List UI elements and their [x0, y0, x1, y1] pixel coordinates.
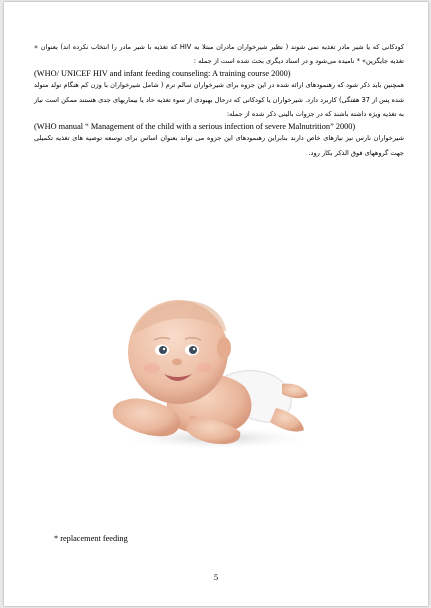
baby-photo: [106, 288, 310, 454]
paragraph-persian: کودکانی که یا شیر مادر تغذیه نمی شوند ( نظیر شیرخواران مادران مبتلا به HIV که تغذیه با شیر مادر را انتخاب نکرده اند) بعنوان « تغذیه جایگزین» * نامیده می‌شود و در اسناد دیگری بحث شده است از جمله :: [34, 43, 404, 66]
reference-citation: (WHO/ UNICEF HIV and infant feeding counseling: A training course 2000): [34, 68, 291, 78]
paragraph-persian: شیرخواران نارس نیز نیازهای خاص دارند بنابراین رهنمودهای این جزوه می تواند بعنوان اساس برای توسعه توصیه های تغذیه تکمیلی جهت گروههای فوق الذکر بکار رود.: [34, 134, 404, 157]
body-text: [34, 40, 404, 160]
document-page: [4, 2, 428, 606]
page-number: 5: [213, 572, 219, 582]
footnote: * replacement feeding: [54, 534, 128, 543]
paragraph-persian: همچنین باید ذکر شود که رهنمودهای ارائه شده در این جزوه برای شیرخواران سالم ترم ( شامل شیرخواران با وزن کم هنگام تولد متولد شده پس از 37 هفتگی) کاربرد دارد. شیرخواران یا کودکانی که درحال بهبودی از سوء تغذیه حاد یا بیماریهای جدی هستند ممکن است نیاز به تغذیه ویژه داشته باشند که در جزوات بالینی ذکر شده از جمله:: [34, 81, 404, 119]
reference-citation: (WHO manual “ Management of the child with a serious infection of severe Malnutrition” 2000): [34, 121, 356, 131]
